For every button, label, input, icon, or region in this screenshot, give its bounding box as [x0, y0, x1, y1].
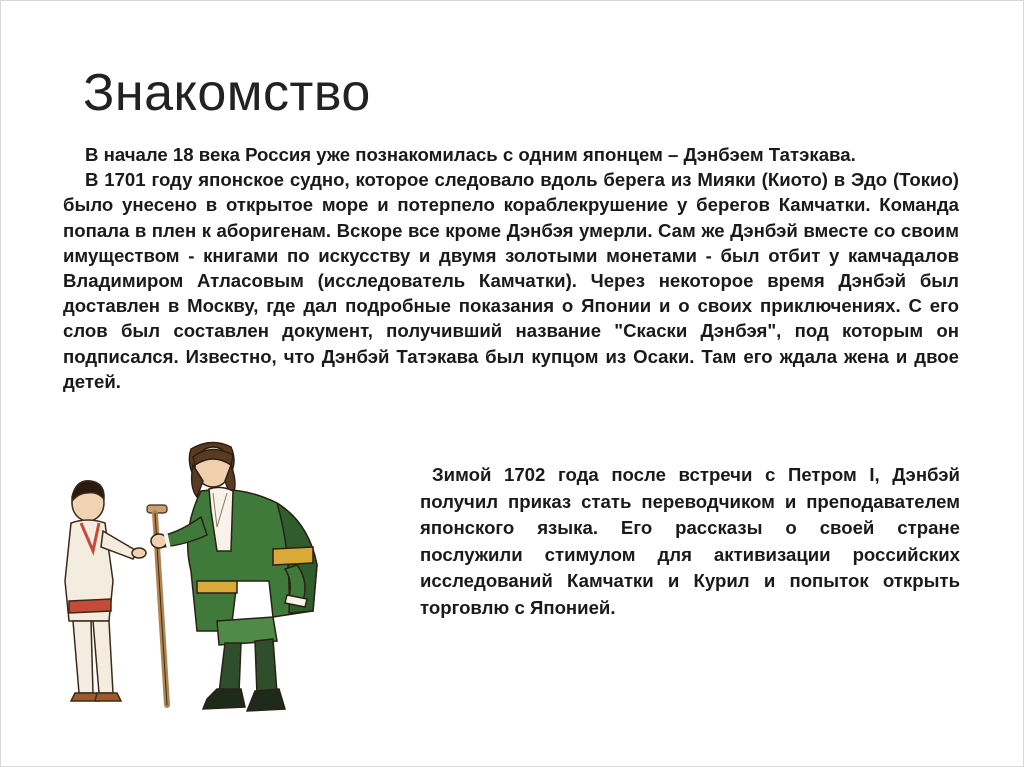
main-text: [63, 142, 959, 394]
boy-figure: [65, 481, 146, 701]
paragraph-history: В 1701 году японское судно, которое следовало вдоль берега из Мияки (Киото) в Эдо (Токио) было унесено в открытое море и потерпело кораблекрушение у берегов Камчатки. Команда попала в плен к аборигенам. Вскоре все кроме Дэнбэя умерли. Сам же Дэнбэй вместе со своим имуществом - книгами по искусству и двумя золотыми монетами - был отбит у камчадалов Владимиром Атласовым (исследователь Камчатки). Через некоторое время Дэнбэй был доставлен в Москву, где дал подробные показания о Японии и о своих приключениях. С его слов был составлен документ, получивший название "Скаски Дэнбэя", под которым он подписался. Известно, что Дэнбэй Татэкава был купцом из Осаки. Там его ждала жена и двое детей.: [63, 169, 959, 392]
side-text: [420, 462, 960, 621]
man-figure: [151, 442, 317, 711]
two-figures-illustration-icon: [41, 431, 401, 721]
slide-title: Знакомство: [83, 64, 371, 122]
paragraph-intro: В начале 18 века Россия уже познакомилась с одним японцем – Дэнбэем Татэкава.: [85, 144, 856, 165]
paragraph-winter-1702: Зимой 1702 года после встречи с Петром I, Дэнбэй получил приказ стать переводчиком и преподавателем японского языка. Его рассказы о своей стране послужили стимулом для активизации российских исследований Камчатки и Курил и попыток открыть торговлю с Японией.: [420, 464, 960, 618]
